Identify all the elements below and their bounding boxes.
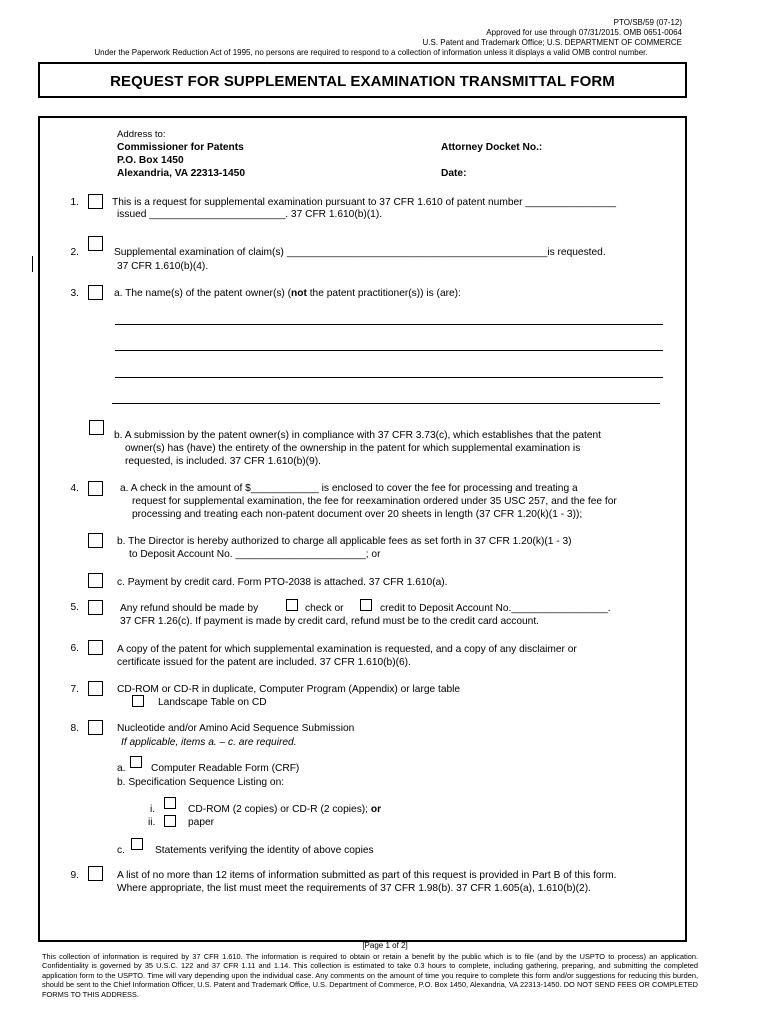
item-6-checkbox[interactable] [88,640,103,655]
item-8a-text: Computer Readable Form (CRF) [151,763,300,774]
date-label: Date: [441,168,467,179]
item-3b-text-3: requested, is included. 37 CFR 1.610(b)(9). [125,456,321,467]
item-7-text-1: CD-ROM or CD-R in duplicate, Computer Program (Appendix) or large table [117,684,461,695]
item-7-checkbox[interactable] [88,681,103,696]
item-9-number: 9. [70,870,79,881]
item-3-number: 3. [70,288,79,299]
item-8a-label: a. [117,763,126,774]
item-5-number: 5. [70,602,79,613]
item-2-checkbox[interactable] [88,236,103,251]
item-3b-text-1: b. A submission by the patent owner(s) in compliance with 37 CFR 3.73(c), which establishes that the patent [114,430,601,441]
owner-name-line-4[interactable] [112,403,660,404]
address-line-3: Alexandria, VA 22313-1450 [117,168,245,179]
item-8c-checkbox[interactable] [131,838,143,850]
item-5-checkbox[interactable] [88,600,103,615]
item-7-number: 7. [70,684,79,695]
refund-check-checkbox[interactable] [286,599,298,611]
item-8-checkbox[interactable] [88,720,103,735]
refund-check-label: check or [305,603,344,614]
address-line-2: P.O. Box 1450 [117,155,184,166]
refund-credit-checkbox[interactable] [360,599,372,611]
item-4b-checkbox[interactable] [88,533,103,548]
landscape-table-checkbox[interactable] [132,695,144,707]
item-8bii-text: paper [188,817,215,828]
item-8c-text: Statements verifying the identity of above copies [155,845,374,856]
item-4b-text-2: to Deposit Account No. _______________________; or [129,549,381,560]
item-4a-text-3: processing and treating each non-patent document over 20 sheets in length (37 CFR 1.20(k)(1 - 3)); [132,509,583,520]
item-4c-checkbox[interactable] [88,573,103,588]
item-8-text-1: Nucleotide and/or Amino Acid Sequence Submission [117,723,355,734]
form-body-box [38,116,687,942]
title-box [38,62,687,98]
item-8-number: 8. [70,723,79,734]
item-9-checkbox[interactable] [88,866,103,881]
owner-name-line-2[interactable] [115,350,663,351]
landscape-table-label: Landscape Table on CD [158,697,267,708]
item-8bi-text: CD-ROM (2 copies) or CD-R (2 copies); or [188,804,382,815]
owner-name-line-1[interactable] [115,324,663,325]
item-4a-checkbox[interactable] [88,481,103,496]
refund-credit-label: credit to Deposit Account No._________________. [380,603,611,614]
item-5-text-2: 37 CFR 1.26(c). If payment is made by credit card, refund must be to the credit card account. [120,616,540,627]
item-1-number: 1. [70,197,79,208]
address-label: Address to: [117,129,166,140]
item-8bi-checkbox[interactable] [164,797,176,809]
burden-statement: This collection of information is required by 37 CFR 1.610. The information is required to obtain or retain a benefit by the public which is to file (and by the USPTO to process) an application. Confidentiality is governed by 35 U.S.C. 122 and 37 CFR 1.11 and 1.14. This collection is estimated to take 0.3 hours to complete, including gathering, preparing, and submitting the completed application form to the USPTO. Time will vary depending upon the individual case. Any comments on the amount of time you require to complete this form and/or suggestions for reducing this burden, should be sent to the Chief Information Officer, U.S. Patent and Trademark Office, U.S. Department of Commerce, P.O. Box 1450, Alexandria, VA 22313-1450. DO NOT SEND FEES OR COMPLETED FORMS TO THIS ADDRESS. [42,952,698,999]
item-8b-text: b. Specification Sequence Listing on: [117,777,285,788]
owner-name-line-3[interactable] [115,377,663,378]
item-3b-text-2: owner(s) has (have) the entirety of the ownership in the patent for which supplemental examination is [125,443,581,454]
item-4a-text-1: a. A check in the amount of $____________ is enclosed to cover the fee for processing and treating a [120,483,578,494]
item-6-text-2: certificate issued for the patent are included. 37 CFR 1.610(b)(6). [117,657,411,668]
item-9-text-1: A list of no more than 12 items of information submitted as part of this request is provided in Part B of this form. [117,870,617,881]
item-8c-label: c. [117,845,125,856]
omb-approval: Approved for use through 07/31/2015. OMB 0651-0064 [486,28,682,37]
item-9-text-2: Where appropriate, the list must meet the requirements of 37 CFR 1.98(b). 37 CFR 1.605(a), 1.610(b)(2). [117,883,591,894]
text-cursor [32,256,33,272]
item-2-text-2: 37 CFR 1.610(b)(4). [117,261,209,272]
address-line-1: Commissioner for Patents [117,142,244,153]
item-2-number: 2. [70,247,79,258]
item-1-text: This is a request for supplemental examination pursuant to 37 CFR 1.610 of patent number ________________ [112,197,617,208]
item-4c-text: c. Payment by credit card. Form PTO-2038 is attached. 37 CFR 1.610(a). [117,577,448,588]
item-4a-text-2: request for supplemental examination, the fee for reexamination ordered under 35 USC 257, and the fee for [132,496,617,507]
agency-line: U.S. Patent and Trademark Office; U.S. DEPARTMENT OF COMMERCE [422,38,682,47]
page-indicator: [Page 1 of 2] [362,941,408,950]
item-4-number: 4. [70,483,79,494]
item-8a-checkbox[interactable] [130,756,142,768]
item-3a-checkbox[interactable] [88,285,103,300]
item-8bii-checkbox[interactable] [164,815,176,827]
paperwork-notice: Under the Paperwork Reduction Act of 1995, no persons are required to respond to a collection of information unless it displays a valid OMB control number. [94,48,648,57]
item-1-checkbox[interactable] [88,194,103,209]
item-4b-text-1: b. The Director is hereby authorized to charge all applicable fees as set forth in 37 CFR 1.20(k)(1 - 3) [117,536,572,547]
item-8bii-label: ii. [148,817,156,828]
form-title: REQUEST FOR SUPPLEMENTAL EXAMINATION TRANSMITTAL FORM [110,73,615,90]
item-3b-checkbox[interactable] [89,420,104,435]
item-6-text-1: A copy of the patent for which supplemental examination is requested, and a copy of any disclaimer or [117,644,577,655]
item-6-number: 6. [70,643,79,654]
item-5-text: Any refund should be made by [120,603,259,614]
item-3a-text: a. The name(s) of the patent owner(s) (not the patent practitioner(s)) is (are): [114,288,461,299]
item-8bi-label: i. [150,804,156,815]
item-8-text-2: If applicable, items a. – c. are required. [121,737,297,748]
form-id: PTO/SB/59 (07-12) [613,18,682,27]
item-1-text-2: issued ________________________. 37 CFR 1.610(b)(1). [117,209,383,220]
item-2-text: Supplemental examination of claim(s) ______________________________________________is requested. [114,247,606,258]
attorney-docket-label: Attorney Docket No.: [441,142,543,153]
